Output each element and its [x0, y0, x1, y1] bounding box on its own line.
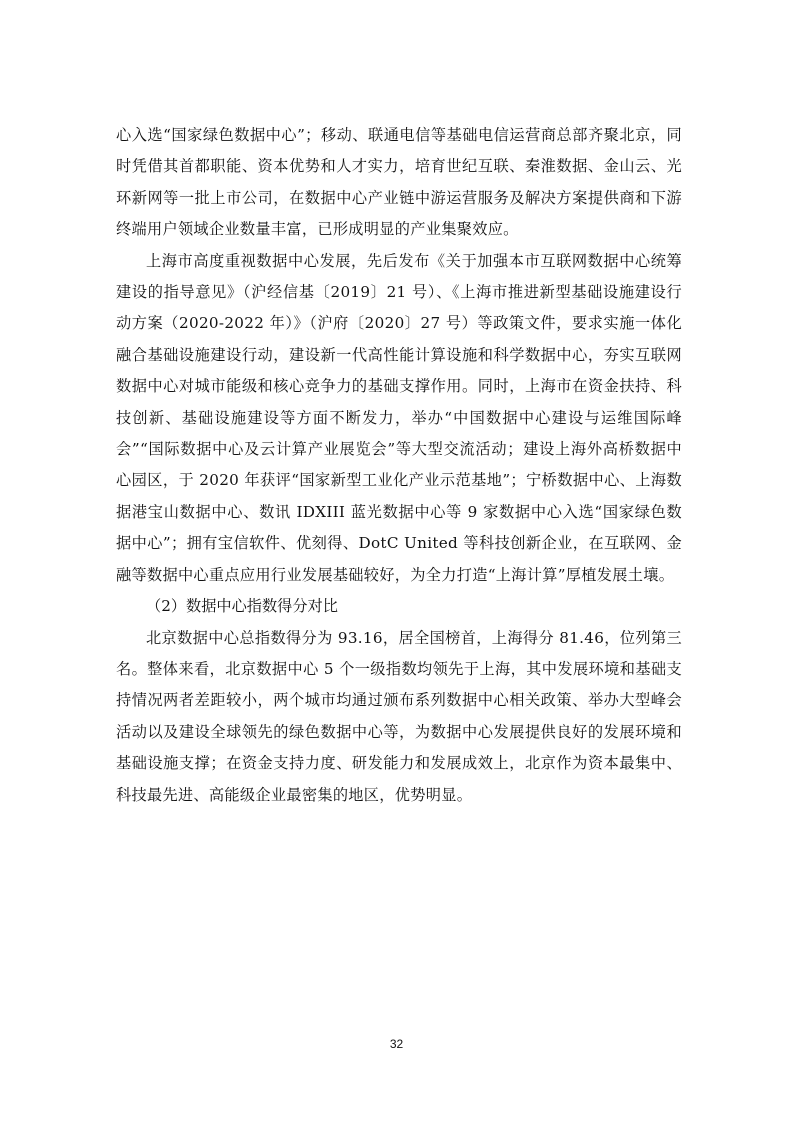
paragraph-index-comparison: 北京数据中心总指数得分为 93.16，居全国榜首，上海得分 81.46，位列第三名。整体来看，北京数据中心 5 个一级指数均领先于上海，其中发展环境和基础支持情况两者差距较小，两个城市均通过颁布系列数据中心相关政策、举办大型峰会活动以及建设全球领先的绿色数据中心等，为数据中心发展提供良好的发展环境和基础设施支撑；在资金支持力度、研发能力和发展成效上，北京作为资本最集中、科技最先进、高能级企业最密集的地区，优势明显。 — [116, 628, 682, 804]
page-number: 32 — [389, 1037, 404, 1051]
paragraph-shanghai-development: 上海市高度重视数据中心发展，先后发布《关于加强本市互联网数据中心统筹建设的指导意见》（沪经信基〔2019〕21 号）、《上海市推进新型基础设施建设行动方案（2020-2022 年）》（沪府〔2020〕27 号）等政策文件，要求实施一体化融合基础设施建设行动，建设新一代高性能计算设施和科学数据中心，夯实互联网数据中心对城市能级和核心竞争力的基础支撑作用。同时，上海市在资金扶持、科技创新、基础设施建设等方面不断发力，举办“中国数据中心建设与运维国际峰会”“国际数据中心及云计算产业展览会”等大型交流活动；建设上海外高桥数据中心园区，于 2020 年获评“国家新型工业化产业示范基地”；宁桥数据中心、上海数据港宝山数据中心、数讯 IDXIII 蓝光数据中心等 9 家数据中心入选“国家绿色数据中心”；拥有宝信软件、优刻得、DotC United 等科技创新企业，在互联网、金融等数据中心重点应用行业发展基础较好，为全力打造“上海计算”厚植发展土壤。 — [116, 251, 682, 584]
document-body — [116, 120, 682, 811]
paragraph-beijing-continued: 心入选“国家绿色数据中心”；移动、联通电信等基础电信运营商总部齐聚北京，同时凭借其首都职能、资本优势和人才实力，培育世纪互联、秦淮数据、金山云、光环新网等一批上市公司，在数据中心产业链中游运营服务及解决方案提供商和下游终端用户领域企业数量丰富，已形成明显的产业集聚效应。 — [116, 126, 682, 239]
section-heading: （2）数据中心指数得分对比 — [146, 597, 338, 616]
